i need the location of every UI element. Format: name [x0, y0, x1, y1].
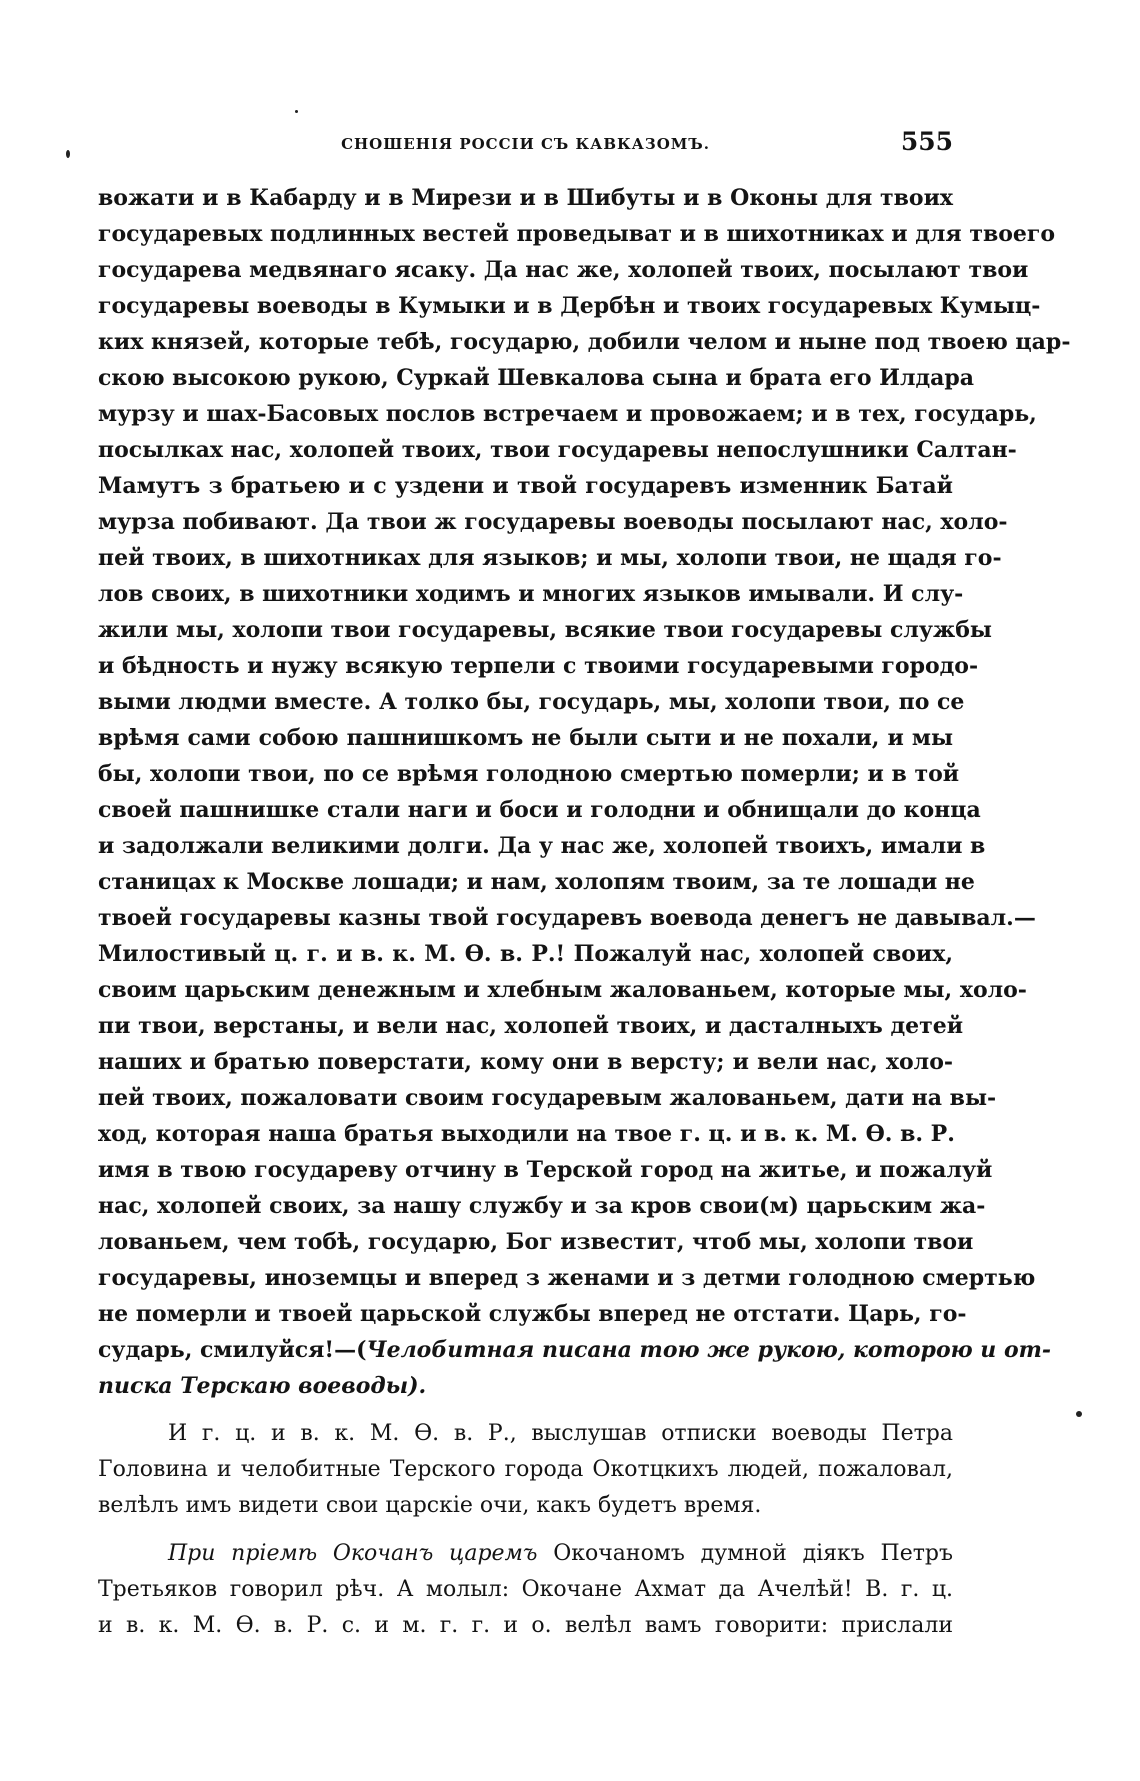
text-line: И г. ц. и в. к. М. Ѳ. в. Р., выслушав отписки воеводы Петра [168, 1421, 953, 1446]
italic-note: Челобитная писана тою же рукою, которою и от- [366, 1337, 1052, 1363]
text-line: скою высокою рукою, Суркай Шевкалова сына и брата его Илдара [98, 365, 975, 391]
text-line-italic-end [98, 1368, 953, 1404]
text-line: жили мы, холопи твои государевы, всякие твои государевы службы [98, 617, 992, 643]
text-line: станицах к Москве лошади; и нам, холопям твоим, за те лошади не [98, 869, 975, 895]
text-line: и задолжали великими долги. Да у нас же, холопей твоихъ, имали в [98, 833, 986, 859]
text-line: лованьем, чем тобѣ, государю, Бог известит, чтоб мы, холопи твои [98, 1229, 974, 1255]
text-line: и бѣдность и нужу всякую терпели с твоими государевыми городо- [98, 653, 979, 679]
running-title: СНОШЕНІЯ РОССІИ СЪ КАВКАЗОМЪ. [341, 135, 710, 153]
text-line: пей твоих, пожаловати своим государевым жалованьем, дати на вы- [98, 1085, 997, 1111]
paragraph-gap [98, 1524, 953, 1536]
text-line: пи твои, верстаны, и вели нас, холопей твоих, и дасталныхъ детей [98, 1013, 964, 1039]
text-line: нас, холопей своих, за нашу службу и за кров свои(м) царьским жа- [98, 1193, 986, 1219]
text-line-with-italic-lead [98, 1536, 953, 1572]
text-line: врѣмя сами собою пашнишкомъ не были сыти и не похали, и мы [98, 725, 953, 751]
scan-speck [66, 150, 70, 158]
text-line: государевы воеводы в Кумыки и в Дербѣн и твоих государевых Кумыц- [98, 293, 1041, 319]
scan-speck [295, 110, 298, 113]
text-line: твоей государевы казны твой государевъ воевода денегъ не давывал.— [98, 905, 1036, 931]
text-line: государевых подлинных вестей проведыват и в шихотниках и для твоего [98, 221, 1056, 247]
text-line-with-italic [98, 1332, 1052, 1368]
paragraph-gap [98, 1404, 953, 1416]
italic-note-end: писка Терскаю воеводы). [98, 1373, 427, 1399]
text-line: Головина и челобитные Терского города Окотцкихъ людей, пожаловал, [98, 1457, 953, 1482]
text-line: вожати и в Кабарду и в Мирези и в Шибуты и в Оконы для твоих [98, 185, 953, 211]
text-line: государева медвянаго ясаку. Да нас же, холопей твоих, посылают твои [98, 257, 1029, 283]
text-line: не померли и твоей царьской службы вперед не отстати. Царь, го- [98, 1301, 967, 1327]
text-line: лов своих, в шихотники ходимъ и многих языков имывали. И слу- [98, 581, 964, 607]
text-line: Мамутъ з братьею и с уздени и твой государевъ изменник Батай [98, 473, 953, 499]
text-line-rest: Окочаномъ думной діякъ Петръ [537, 1541, 953, 1566]
text-line: ход, которая наша братья выходили на твое г. ц. и в. к. М. Ѳ. в. Р. [98, 1121, 955, 1147]
text-line: мурзу и шах-Басовых послов встречаем и провожаем; и в тех, государь, [98, 401, 1037, 427]
text-line: своим царьским денежным и хлебным жалованьем, которые мы, холо- [98, 977, 1027, 1003]
text-line: ких князей, которые тебѣ, государю, добили челом и ныне под твоею цар- [98, 329, 1071, 355]
page-number: 555 [900, 127, 953, 156]
text-line-prefix: сударь, смилуйся!—( [98, 1337, 367, 1363]
text-line: бы, холопи твои, по се врѣмя голодною смертью померли; и в той [98, 761, 960, 787]
text-line: пей твоих, в шихотниках для языков; и мы, холопи твои, не щадя го- [98, 545, 1002, 571]
body-text [98, 180, 1071, 1644]
text-line: велѣлъ имъ видети свои царскіе очи, какъ будетъ время. [98, 1493, 762, 1518]
text-line: наших и братью поверстати, кому они в версту; и вели нас, холо- [98, 1049, 953, 1075]
text-line: Третьяков говорил рѣч. А молыл: Окочане Ахмат да Ачелѣй! В. г. ц. [98, 1577, 953, 1602]
text-line: своей пашнишке стали наги и боси и голодни и обнищали до конца [98, 797, 981, 823]
text-line: и в. к. М. Ѳ. в. Р. с. и м. г. г. и о. велѣл вамъ говорити: прислали [98, 1613, 953, 1638]
paragraph-1 [98, 180, 1071, 1404]
text-line: мурза побивают. Да твои ж государевы воеводы посылают нас, холо- [98, 509, 1008, 535]
text-line: государевы, иноземцы и вперед з женами и з детми голодною смертью [98, 1265, 1036, 1291]
paragraph-3 [98, 1536, 953, 1644]
page-header [98, 127, 953, 157]
text-line: имя в твою государеву отчину в Терской город на житье, и пожалуй [98, 1157, 993, 1183]
paragraph-2 [98, 1416, 953, 1524]
italic-lead: При пріемѣ Окочанъ царемъ [168, 1541, 538, 1566]
text-line: Милостивый ц. г. и в. к. М. Ѳ. в. Р.! Пожалуй нас, холопей своих, [98, 941, 953, 967]
text-line: выми людми вместе. А толко бы, государь, мы, холопи твои, по се [98, 689, 965, 715]
scan-speck [1076, 1411, 1082, 1417]
text-line: посылках нас, холопей твоих, твои государевы непослушники Салтан- [98, 437, 1017, 463]
